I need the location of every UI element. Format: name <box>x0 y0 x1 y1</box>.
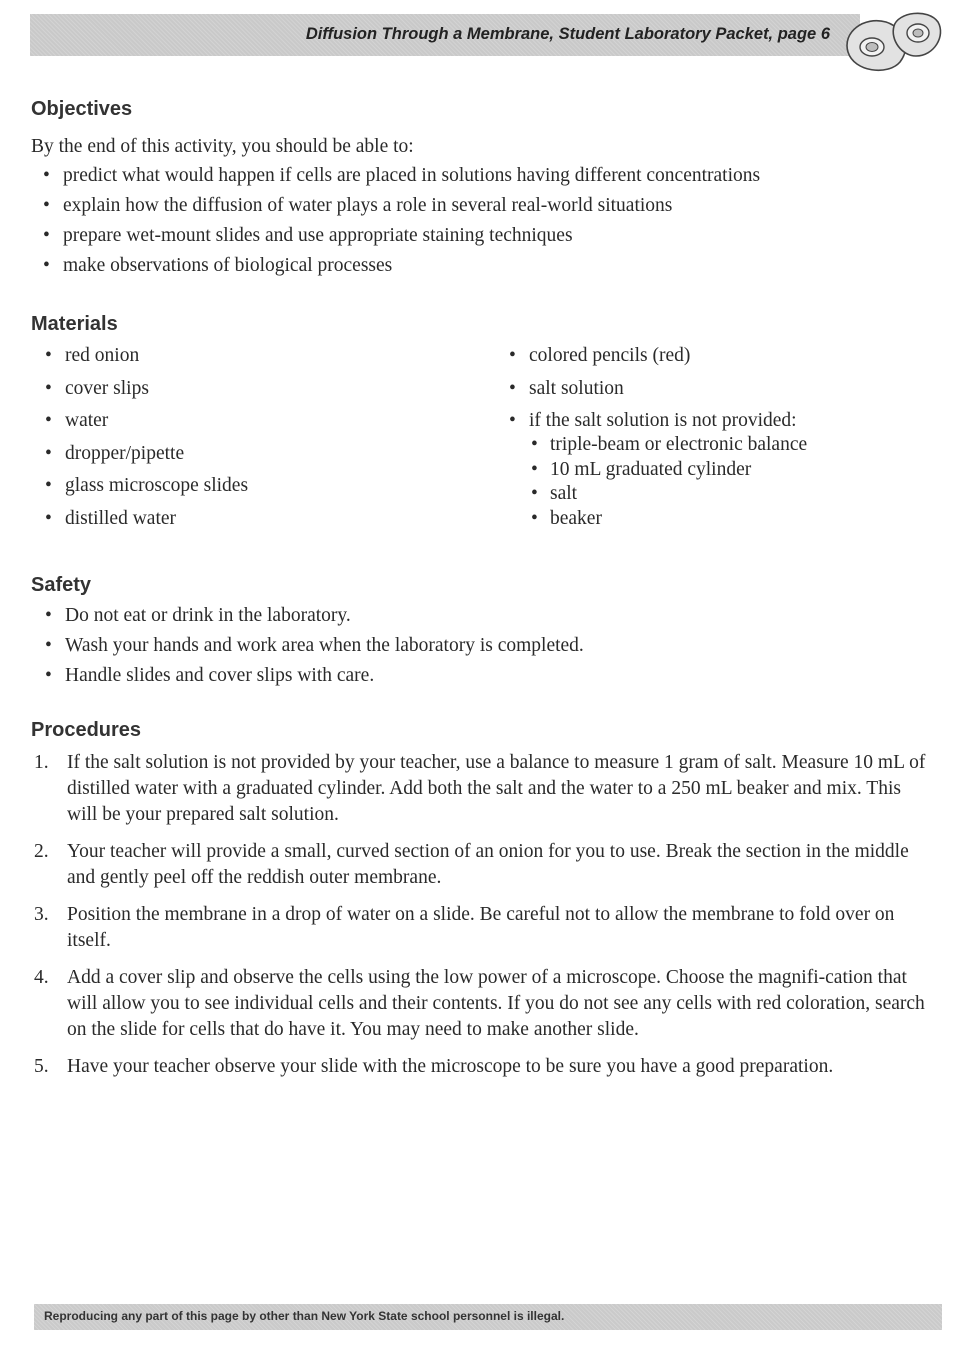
list-item: • triple-beam or electronic balance <box>530 433 807 458</box>
list-item: • water <box>43 410 248 443</box>
procedures-heading: Procedures <box>31 719 142 741</box>
safety-list <box>43 605 584 695</box>
step-number: 4. <box>34 967 49 988</box>
list-item: • Handle slides and cover slips with care. <box>43 665 584 695</box>
list-item: • Wash your hands and work area when the laboratory is completed. <box>43 635 584 665</box>
list-item: • dropper/pipette <box>43 443 248 476</box>
step-number: 1. <box>34 752 49 773</box>
safety-heading: Safety <box>31 574 92 596</box>
footer-bar <box>34 1304 942 1330</box>
list-item <box>31 965 936 1043</box>
step-text: Your teacher will provide a small, curved section of an onion for you to use. Break the section in the middle and gently peel off the reddish outer membrane. <box>67 841 909 888</box>
list-item <box>31 750 936 828</box>
list-item: • cover slips <box>43 378 248 411</box>
step-text: Add a cover slip and observe the cells using the low power of a microscope. Choose the magnifi-cation that will allow you to see individual cells and their contents. If you do not see any cells with red coloration, search on the slide for cells that do have it. You may need to make another slide. <box>67 967 925 1040</box>
list-item: • salt solution <box>507 378 797 411</box>
objectives-heading: Objectives <box>31 98 133 120</box>
list-item <box>31 839 936 891</box>
list-item: • 10 mL graduated cylinder <box>530 458 807 483</box>
objectives-intro: By the end of this activity, you should be able to: <box>31 136 414 157</box>
list-item: • beaker <box>530 507 807 532</box>
materials-list-right <box>507 345 797 443</box>
list-item: • explain how the diffusion of water plays a role in several real-world situations <box>41 195 760 225</box>
list-item: • colored pencils (red) <box>507 345 797 378</box>
step-number: 5. <box>34 1056 49 1077</box>
footer-notice: Reproducing any part of this page by other than New York State school personnel is illegal. <box>44 1309 565 1323</box>
step-text: If the salt solution is not provided by your teacher, use a balance to measure 1 gram of salt. Measure 10 mL of distilled water with a graduated cylinder. Add both the salt and the water to a 250 mL beaker and mix. This will be your prepared salt solution. <box>67 752 926 825</box>
materials-sublist <box>530 433 807 531</box>
list-item: • predict what would happen if cells are placed in solutions having different concentrations <box>41 165 760 195</box>
step-text: Position the membrane in a drop of water on a slide. Be careful not to allow the membrane to fold over on itself. <box>67 904 895 951</box>
materials-heading: Materials <box>31 313 118 335</box>
step-number: 3. <box>34 904 49 925</box>
list-item: • if the salt solution is not provided: <box>507 410 797 443</box>
list-item <box>31 902 936 954</box>
list-item: • salt <box>530 482 807 507</box>
list-item: • Do not eat or drink in the laboratory. <box>43 605 584 635</box>
list-item <box>31 1054 936 1080</box>
cell-icon <box>838 6 950 78</box>
list-item: • glass microscope slides <box>43 475 248 508</box>
objectives-list <box>41 165 760 285</box>
step-text: Have your teacher observe your slide with the microscope to be sure you have a good preparation. <box>67 1056 834 1077</box>
list-item: • red onion <box>43 345 248 378</box>
header-bar <box>30 14 860 56</box>
procedures-list <box>31 750 936 1091</box>
page-title: Diffusion Through a Membrane, Student Laboratory Packet, page 6 <box>305 25 830 43</box>
list-item: • distilled water <box>43 508 248 541</box>
step-number: 2. <box>34 841 49 862</box>
materials-list-left <box>43 345 248 541</box>
list-item: • make observations of biological processes <box>41 255 760 285</box>
list-item: • prepare wet-mount slides and use appropriate staining techniques <box>41 225 760 255</box>
